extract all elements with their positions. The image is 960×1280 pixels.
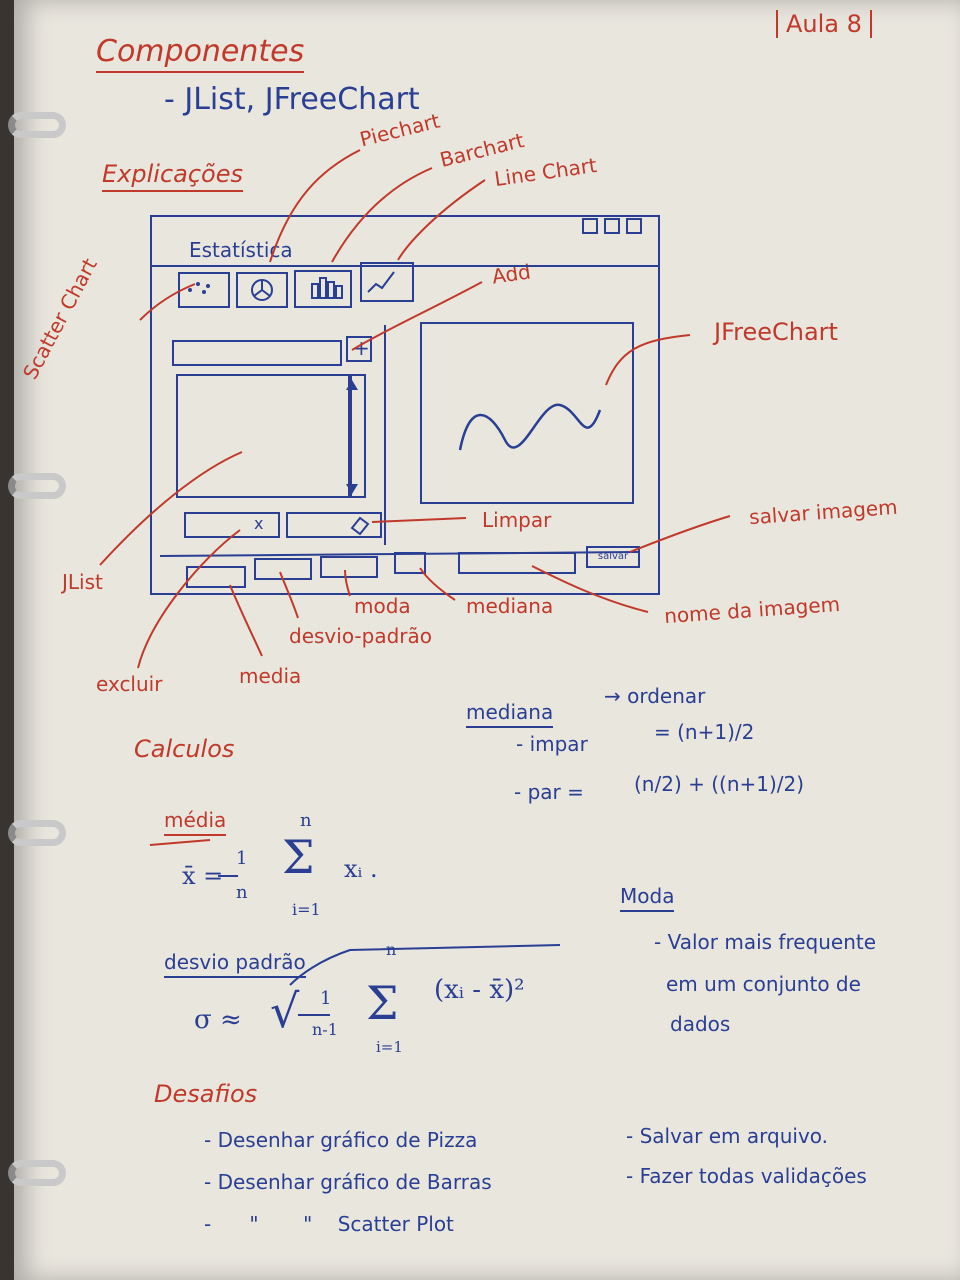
- arrow-nome-imagem: [532, 566, 648, 612]
- desvio-sum-upper: n: [386, 940, 397, 959]
- eraser-icon: [352, 518, 368, 534]
- line-icon: [368, 272, 394, 292]
- label-bar-chart: Barchart: [437, 127, 527, 173]
- label-salvar-imagem: salvar imagem: [748, 494, 899, 530]
- mediana-arrow: → ordenar: [604, 684, 706, 708]
- label-moda: moda: [354, 594, 411, 618]
- label-scatter-chart: Scatter Chart: [18, 254, 102, 384]
- moda-line-2: em um conjunto de: [666, 972, 861, 996]
- save-image-label: salvar: [597, 551, 629, 562]
- label-limpar: Limpar: [482, 508, 552, 532]
- label-mediana: mediana: [466, 594, 554, 618]
- moda-line-3: dados: [670, 1012, 731, 1036]
- media-term: xᵢ .: [344, 855, 378, 883]
- arrow-moda: [345, 570, 350, 596]
- arrow-scatter: [140, 284, 195, 320]
- desvio-sqrt: √: [270, 984, 300, 1038]
- media-sum-upper: n: [300, 810, 312, 831]
- desvio-frac-den: n-1: [312, 1020, 338, 1039]
- arrow-jlist: [100, 452, 242, 565]
- mediana-title: mediana: [466, 700, 553, 728]
- label-add: Add: [490, 259, 533, 289]
- arrow-limpar: [372, 518, 466, 522]
- label-nome-imagem: nome da imagem: [663, 591, 841, 629]
- bracket-media: [150, 840, 210, 845]
- desafio-right-item: - Salvar em arquivo.: [626, 1124, 829, 1148]
- desvio-term: (xᵢ - x̄)²: [434, 975, 525, 1005]
- bottom-divider: [160, 552, 640, 556]
- calculos-title: Calculos: [134, 735, 235, 763]
- arrow-add: [352, 282, 482, 350]
- mediana-impar-label: - impar: [516, 732, 588, 756]
- label-jlist: JList: [62, 570, 103, 594]
- label-jfreechart: JFreeChart: [714, 318, 838, 346]
- desafio-item: - " " Scatter Plot: [204, 1212, 454, 1236]
- arrow-pie: [270, 150, 360, 262]
- arrow-desvio: [280, 572, 298, 618]
- desvio-lhs: σ ≈: [194, 1005, 242, 1035]
- arrow-jfreechart: [606, 335, 690, 385]
- mediana-par-label: - par =: [514, 780, 584, 804]
- arrow-excluir: [138, 530, 240, 668]
- add-glyph: +: [353, 336, 370, 360]
- bar-icon: [312, 278, 342, 298]
- desvio-frac-num: 1: [320, 988, 332, 1009]
- desvio-sum-symbol: Σ: [366, 976, 399, 1030]
- desvio-sum-lower: i=1: [376, 1038, 403, 1056]
- label-line-chart: Line Chart: [492, 152, 599, 192]
- media-frac-num: 1: [236, 848, 248, 869]
- moda-title: Moda: [620, 884, 674, 912]
- pie-icon: [252, 280, 272, 300]
- media-frac-den: n: [236, 882, 248, 903]
- desvio-label: desvio padrão: [164, 950, 306, 978]
- line-chart-sketch: [460, 405, 600, 450]
- sqrt-overline: [290, 945, 560, 985]
- moda-line-1: - Valor mais frequente: [654, 930, 877, 954]
- arrow-bar: [332, 168, 432, 262]
- scroll-down-icon: [346, 484, 358, 494]
- desafio-right-item: - Fazer todas validações: [626, 1164, 867, 1188]
- media-sum-symbol: Σ: [282, 830, 315, 884]
- media-formula-lhs: x̄ =: [182, 862, 224, 890]
- label-desvio-padrao: desvio-padrão: [289, 624, 432, 648]
- arrow-line: [398, 180, 485, 260]
- scatter-icon: [188, 282, 210, 294]
- desafios-title: Desafios: [154, 1080, 258, 1108]
- scroll-up-icon: [346, 380, 358, 390]
- explanations-title: Explicações: [102, 160, 243, 192]
- mockup-window-title: Estatística: [189, 238, 293, 262]
- desafio-item: - Desenhar gráfico de Barras: [204, 1170, 492, 1194]
- arrow-mediana: [420, 568, 455, 600]
- components-list: - JList, JFreeChart: [164, 82, 420, 117]
- media-label: média: [164, 808, 226, 836]
- label-excluir: excluir: [96, 672, 163, 696]
- lesson-tag-text: Aula 8: [786, 10, 862, 38]
- media-sum-lower: i=1: [292, 900, 321, 919]
- mediana-impar-formula: = (n+1)/2: [654, 720, 755, 744]
- desafio-item: - Desenhar gráfico de Pizza: [204, 1128, 478, 1152]
- arrow-salvar: [630, 516, 730, 552]
- label-media: media: [239, 664, 302, 688]
- label-pie-chart: Piechart: [357, 108, 443, 152]
- arrow-media: [230, 585, 262, 656]
- mediana-par-formula: (n/2) + ((n+1)/2): [634, 772, 805, 796]
- remove-glyph: x: [254, 514, 264, 533]
- components-title: Componentes: [96, 34, 304, 73]
